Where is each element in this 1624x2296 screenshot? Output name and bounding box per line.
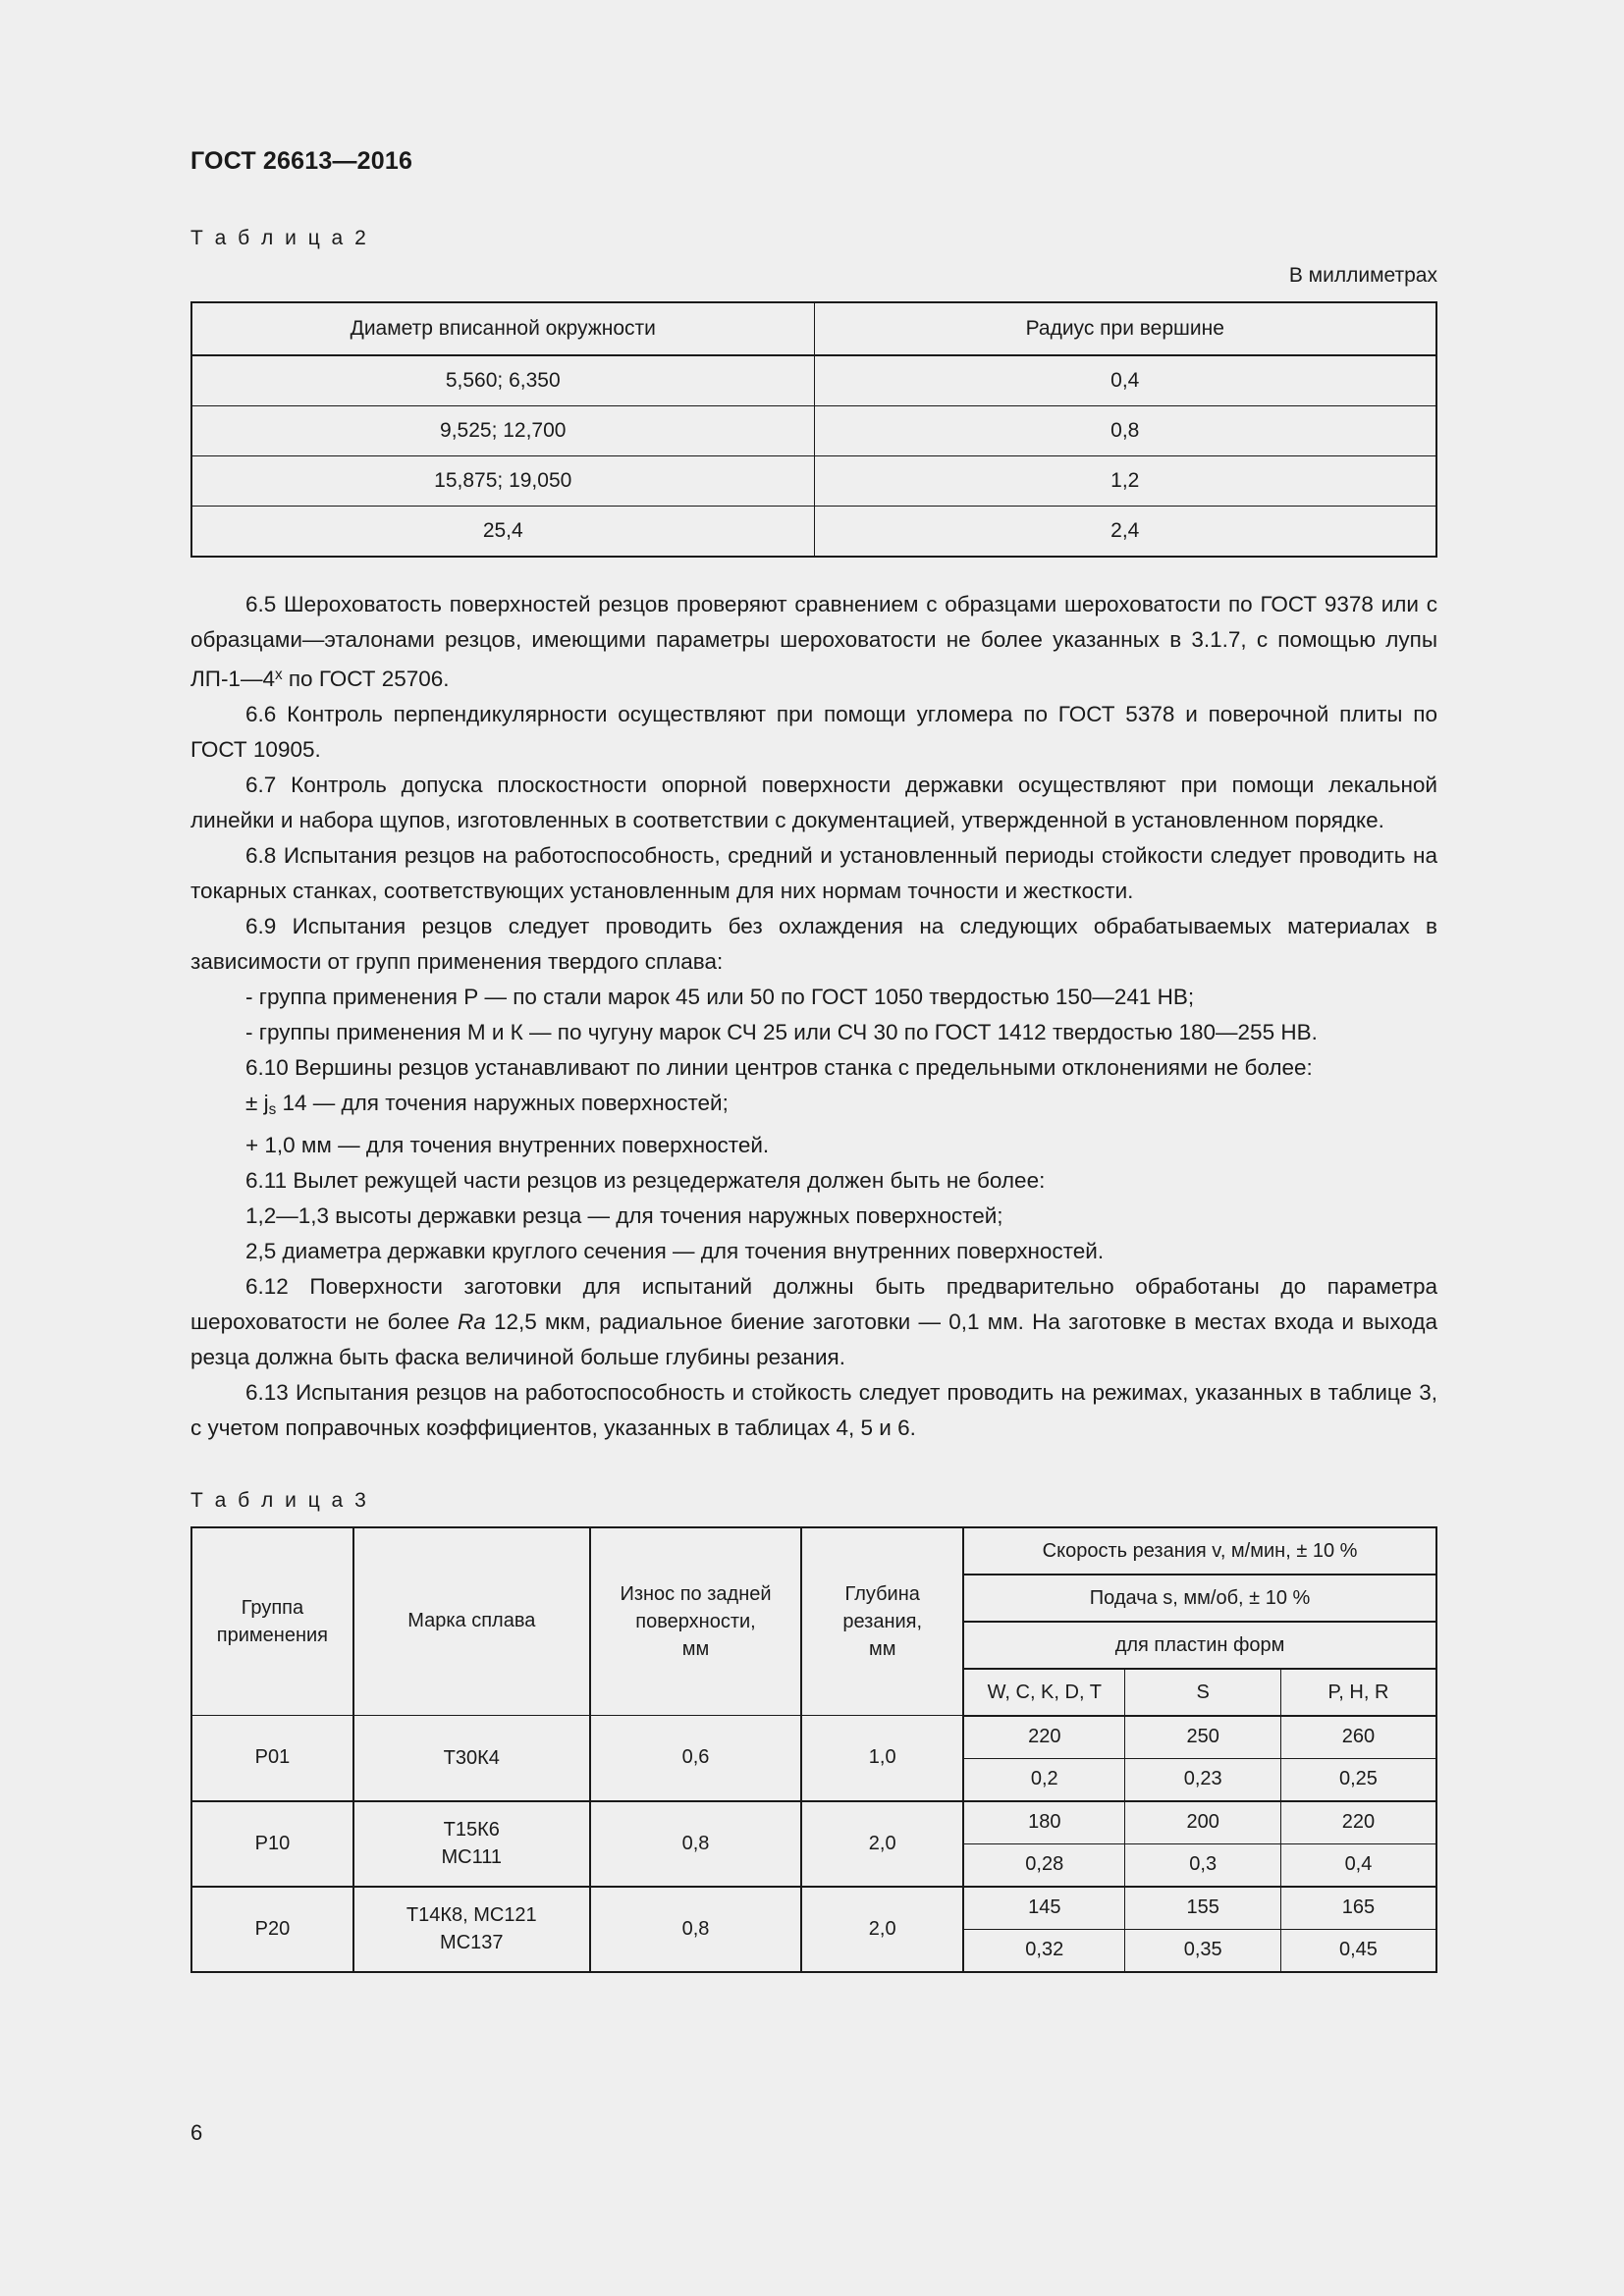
- document-standard-number: ГОСТ 26613—2016: [190, 147, 413, 175]
- clause-6-12-pre: 6.12 Поверхности заготовки для испытаний должны быть предварительно обработаны до параметра шероховатости не более: [190, 1273, 1437, 1334]
- table3-cell-alloy-line: МС111: [441, 1846, 503, 1869]
- table3-cell-feed: 0,3: [1125, 1843, 1281, 1887]
- table3-col-header-depth-line2: резания,: [842, 1610, 923, 1632]
- table3-col-header-shape-phr: P, H, R: [1280, 1669, 1436, 1716]
- body-text-block: [190, 587, 1437, 1446]
- table2-cell-diameter: 5,560; 6,350: [191, 355, 814, 406]
- table3-cell-alloy-line: Т14К8, МС121: [406, 1904, 537, 1927]
- table3-col-header-group-line2: применения: [216, 1624, 329, 1646]
- table2-cell-radius: 2,4: [814, 507, 1436, 558]
- clause-6-12: [190, 1269, 1437, 1375]
- table3-cell-feed: 0,2: [963, 1758, 1125, 1801]
- table3-cell-wear: 0,8: [590, 1801, 802, 1887]
- table3-col-header-shape-wckdt: W, C, K, D, T: [963, 1669, 1125, 1716]
- clause-6-9-item-b: - группы применения М и К — по чугуну марок СЧ 25 или СЧ 30 по ГОСТ 1412 твердостью 180—255 HB.: [245, 1019, 1318, 1044]
- table3-col-header-wear-line3: мм: [681, 1637, 710, 1660]
- page-number: 6: [190, 2120, 203, 2145]
- table2-cell-radius: 1,2: [814, 456, 1436, 507]
- table3-cell-speed: 180: [963, 1801, 1125, 1844]
- clause-6-12-post: 12,5 мкм, радиальное биение заготовки — 0,1 мм. На заготовке в местах входа и выхода резца должна быть фаска величиной больше глубины резания.: [190, 1308, 1437, 1369]
- clause-6-5-superscript: х: [274, 667, 283, 683]
- table3-col-header-wear-line1: Износ по задней: [620, 1582, 772, 1605]
- table-row: [191, 507, 1436, 558]
- table3-col-header-for-inserts: для пластин форм: [963, 1622, 1436, 1669]
- table3-cell-alloy: [353, 1716, 590, 1801]
- table2-col-header-radius: Радиус при вершине: [814, 302, 1436, 355]
- table3-caption: Т а б л и ц а 3: [190, 1488, 369, 1512]
- table3-cell-feed: 0,35: [1125, 1929, 1281, 1972]
- table3-cell-wear: 0,6: [590, 1716, 802, 1801]
- table2-caption: Т а б л и ц а 2: [190, 227, 369, 249]
- table3-col-header-depth-line3: мм: [868, 1637, 896, 1660]
- table3-cell-depth: 2,0: [801, 1801, 963, 1887]
- table3-cell-alloy: [353, 1801, 590, 1887]
- clause-6-10-item-a-pre: ± j: [245, 1090, 269, 1115]
- table3-cell-group: Р10: [191, 1801, 353, 1887]
- table3-cell-speed: 250: [1125, 1716, 1281, 1759]
- clause-6-11-item-a: 1,2—1,3 высоты державки резца — для точения наружных поверхностей;: [245, 1202, 1003, 1228]
- table3-cell-speed: 145: [963, 1887, 1125, 1930]
- page-content: [190, 147, 1437, 1973]
- table3-cell-feed: 0,25: [1280, 1758, 1436, 1801]
- clause-6-10-item-a: [190, 1086, 1437, 1128]
- table3-cell-group: Р01: [191, 1716, 353, 1801]
- table3-header-row-1: [191, 1527, 1436, 1575]
- table3-cell-feed: 0,45: [1280, 1929, 1436, 1972]
- table3-cell-alloy-line: Т15К6: [443, 1819, 500, 1842]
- table3: [190, 1526, 1437, 1973]
- table3-cell-speed: 220: [1280, 1801, 1436, 1844]
- clause-6-6: 6.6 Контроль перпендикулярности осуществляют при помощи угломера по ГОСТ 5378 и поверочной плиты по ГОСТ 10905.: [190, 701, 1437, 762]
- table-row: [191, 1887, 1436, 1930]
- table3-cell-speed: 155: [1125, 1887, 1281, 1930]
- table3-col-header-group: [191, 1527, 353, 1716]
- table2-units-note: В миллиметрах: [1288, 264, 1437, 287]
- table3-cell-feed: 0,28: [963, 1843, 1125, 1887]
- table2-cell-diameter: 9,525; 12,700: [191, 406, 814, 456]
- table3-cell-speed: 220: [963, 1716, 1125, 1759]
- table-row: [191, 456, 1436, 507]
- table-row: [191, 1716, 1436, 1759]
- table3-col-header-group-line1: Группа: [241, 1596, 304, 1619]
- clause-6-10: 6.10 Вершины резцов устанавливают по линии центров станка с предельными отклонениями не более:: [245, 1054, 1313, 1080]
- clause-6-10-item-a-post: 14 — для точения наружных поверхностей;: [276, 1090, 729, 1115]
- clause-6-13: 6.13 Испытания резцов на работоспособность и стойкость следует проводить на режимах, указанных в таблице 3, с учетом поправочных коэффициентов, указанных в таблицах 4, 5 и 6.: [190, 1379, 1437, 1440]
- clause-6-10-item-a-subscript: s: [268, 1100, 277, 1118]
- roughness-parameter-symbol: Ra: [457, 1308, 486, 1334]
- clause-6-9: 6.9 Испытания резцов следует проводить без охлаждения на следующих обрабатываемых материалах в зависимости от групп применения твердого сплава:: [190, 913, 1437, 974]
- clause-6-5-text: 6.5 Шероховатость поверхностей резцов проверяют сравнением с образцами шероховатости по ГОСТ 9378 или с образцами—эталонами резцов, имеющими параметры шероховатости не более указанных в 3.1.7, с помощью лупы ЛП-1—4: [190, 592, 1437, 691]
- table2-cell-radius: 0,4: [814, 355, 1436, 406]
- table3-col-header-shape-s: S: [1125, 1669, 1281, 1716]
- table3-col-header-wear-line2: поверхности,: [635, 1610, 756, 1632]
- clause-6-10-item-b: + 1,0 мм — для точения внутренних поверхностей.: [245, 1132, 770, 1157]
- table2-cell-diameter: 25,4: [191, 507, 814, 558]
- table3-cell-speed: 165: [1280, 1887, 1436, 1930]
- table3-cell-alloy-line: Т30К4: [443, 1746, 500, 1769]
- table3-cell-speed: 260: [1280, 1716, 1436, 1759]
- clause-6-11: 6.11 Вылет режущей части резцов из резцедержателя должен быть не более:: [245, 1167, 1046, 1193]
- table3-col-header-feed: Подача s, мм/об, ± 10 %: [963, 1575, 1436, 1622]
- table3-cell-speed: 200: [1125, 1801, 1281, 1844]
- clause-6-5-tail: по ГОСТ 25706.: [282, 666, 450, 691]
- table3-cell-feed: 0,4: [1280, 1843, 1436, 1887]
- table2-cell-radius: 0,8: [814, 406, 1436, 456]
- table3-cell-feed: 0,23: [1125, 1758, 1281, 1801]
- clause-6-5: [190, 587, 1437, 697]
- table-row: [191, 406, 1436, 456]
- table3-cell-alloy: [353, 1887, 590, 1972]
- table3-cell-depth: 1,0: [801, 1716, 963, 1801]
- table3-col-header-wear: [590, 1527, 802, 1716]
- table2-header-row: [191, 302, 1436, 355]
- table3-block: [190, 1489, 1437, 1973]
- clause-6-8: 6.8 Испытания резцов на работоспособность, средний и установленный периоды стойкости следует проводить на токарных станках, соответствующих установленным для них нормам точности и жесткости.: [190, 842, 1437, 903]
- table3-col-header-cutting-speed: Скорость резания v, м/мин, ± 10 %: [963, 1527, 1436, 1575]
- table3-cell-depth: 2,0: [801, 1887, 963, 1972]
- table3-cell-wear: 0,8: [590, 1887, 802, 1972]
- table3-col-header-depth-line1: Глубина: [844, 1582, 920, 1605]
- clause-6-11-item-b: 2,5 диаметра державки круглого сечения — для точения внутренних поверхностей.: [245, 1238, 1105, 1263]
- table3-col-header-alloy: Марка сплава: [353, 1527, 590, 1716]
- clause-6-7: 6.7 Контроль допуска плоскостности опорной поверхности державки осуществляют при помощи лекальной линейки и набора щупов, изготовленных в соответствии с документацией, утвержденной в установленном порядке.: [190, 772, 1437, 832]
- table2-col-header-diameter: Диаметр вписанной окружности: [191, 302, 814, 355]
- table3-cell-alloy-line: МС137: [440, 1932, 504, 1954]
- clause-6-9-item-a: - группа применения Р — по стали марок 45 или 50 по ГОСТ 1050 твердостью 150—241 HB;: [245, 984, 1195, 1009]
- table-row: [191, 1801, 1436, 1844]
- table-row: [191, 355, 1436, 406]
- table3-col-header-depth: [801, 1527, 963, 1716]
- table2: [190, 301, 1437, 558]
- table3-cell-feed: 0,32: [963, 1929, 1125, 1972]
- table3-cell-group: Р20: [191, 1887, 353, 1972]
- table2-cell-diameter: 15,875; 19,050: [191, 456, 814, 507]
